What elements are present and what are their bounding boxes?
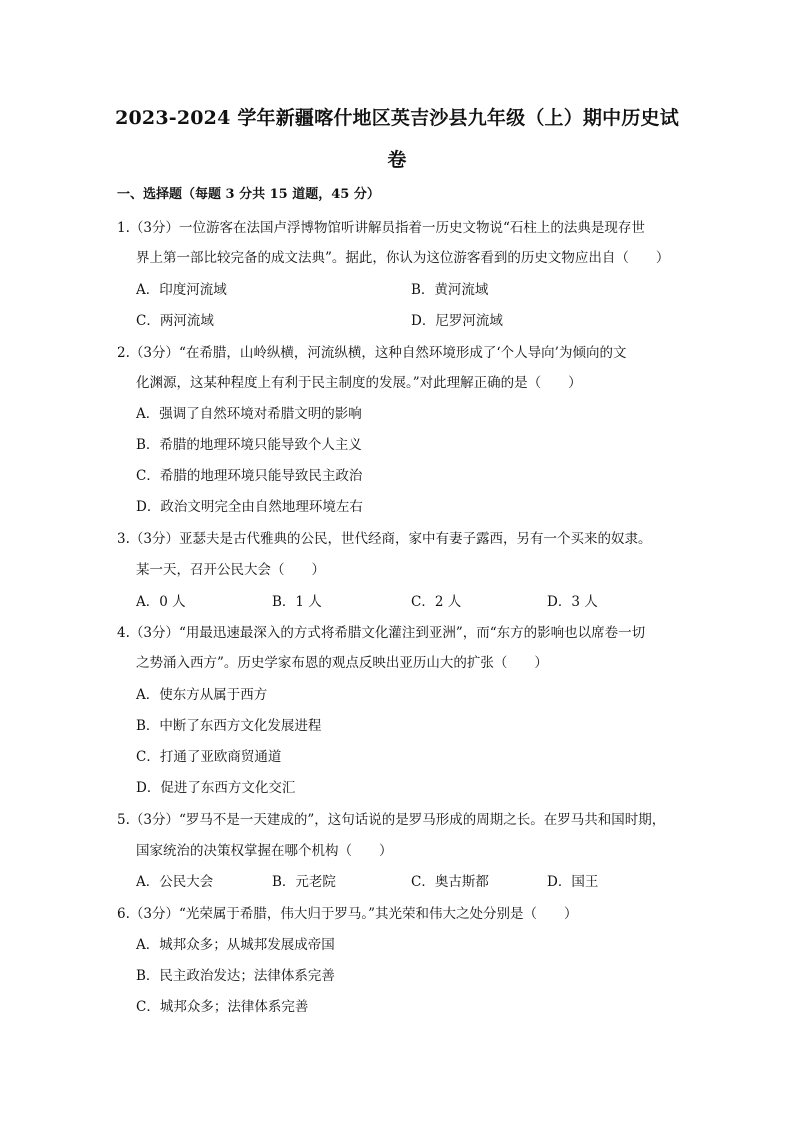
exam-title-line2: 卷	[387, 149, 407, 171]
question-5-text-cont: 国家统治的决策权掌握在哪个机构（ ）	[136, 843, 393, 859]
question-4-option-c: C．打通了亚欧商贸通道	[136, 749, 282, 765]
question-5-option-c: C．奥古斯都	[411, 874, 489, 890]
question-5-option-b: B．元老院	[272, 874, 336, 890]
question-5-option-d: D．国王	[547, 874, 599, 890]
exam-title-line1: 2023-2024 学年新疆喀什地区英吉沙县九年级（上）期中历史试	[115, 107, 679, 129]
question-6-option-a: A．城邦众多；从城邦发展成帝国	[136, 937, 335, 953]
section-heading: 一、选择题（每题 3 分共 15 道题，45 分）	[117, 187, 380, 202]
question-1-text: 1.（3分）一位游客在法国卢浮博物馆听讲解员指着一历史文物说“石柱上的法典是现存世	[117, 220, 645, 236]
question-3-option-c: C．2 人	[411, 594, 462, 610]
question-1-option-b: B．黄河流域	[411, 282, 489, 298]
question-1-option-d: D．尼罗河流域	[411, 313, 503, 329]
question-3-option-b: B．1 人	[272, 594, 322, 610]
question-3-option-d: D．3 人	[547, 594, 598, 610]
question-2-option-a: A．强调了自然环境对希腊文明的影响	[136, 406, 362, 422]
question-6-text: 6.（3分）“光荣属于希腊，伟大归于罗马。”其光荣和伟大之处分别是（ ）	[117, 906, 578, 922]
question-4-text: 4.（3分）“用最迅速最深入的方式将希腊文化灌注到亚洲”，而“东方的影响也以席卷一切	[117, 625, 646, 641]
question-1-text-cont: 界上第一部比较完备的成文法典”。据此，你认为这位游客看到的历史文物应出自（ ）	[136, 250, 670, 266]
question-2-text-cont: 化渊源，这某种程度上有利于民主制度的发展。”对此理解正确的是（ ）	[136, 375, 582, 391]
question-3-option-a: A．0 人	[136, 594, 186, 610]
question-3-text: 3.（3分）亚瑟夫是古代雅典的公民，世代经商，家中有妻子露西，另有一个买来的奴隶。	[117, 531, 652, 547]
question-5-text: 5.（3分）“罗马不是一天建成的”，这句话说的是罗马形成的周期之长。在罗马共和国时期，	[117, 812, 666, 828]
question-4-option-d: D．促进了东西方文化交汇	[136, 780, 296, 796]
question-1-option-c: C．两河流域	[136, 313, 214, 329]
question-5-option-a: A．公民大会	[136, 874, 214, 890]
question-2-option-c: C．希腊的地理环境只能导致民主政治	[136, 468, 363, 484]
question-4-option-b: B．中断了东西方文化发展进程	[136, 718, 322, 734]
question-2-option-d: D．政治文明完全由自然地理环境左右	[136, 499, 363, 515]
question-6-option-b: B．民主政治发达；法律体系完善	[136, 968, 335, 984]
question-2-text: 2.（3分）“在希腊，山岭纵横，河流纵横，这种自然环境形成了‘个人导向’为倾向的文	[117, 345, 627, 361]
question-6-option-c: C．城邦众多；法律体系完善	[136, 999, 309, 1015]
question-2-option-b: B．希腊的地理环境只能导致个人主义	[136, 437, 362, 453]
question-4-option-a: A．使东方从属于西方	[136, 687, 268, 703]
question-3-text-cont: 某一天，召开公民大会（ ）	[136, 562, 325, 578]
question-4-text-cont: 之势涌入西方”。历史学家布恩的观点反映出亚历山大的扩张（ ）	[136, 655, 548, 671]
question-1-option-a: A．印度河流域	[136, 282, 227, 298]
